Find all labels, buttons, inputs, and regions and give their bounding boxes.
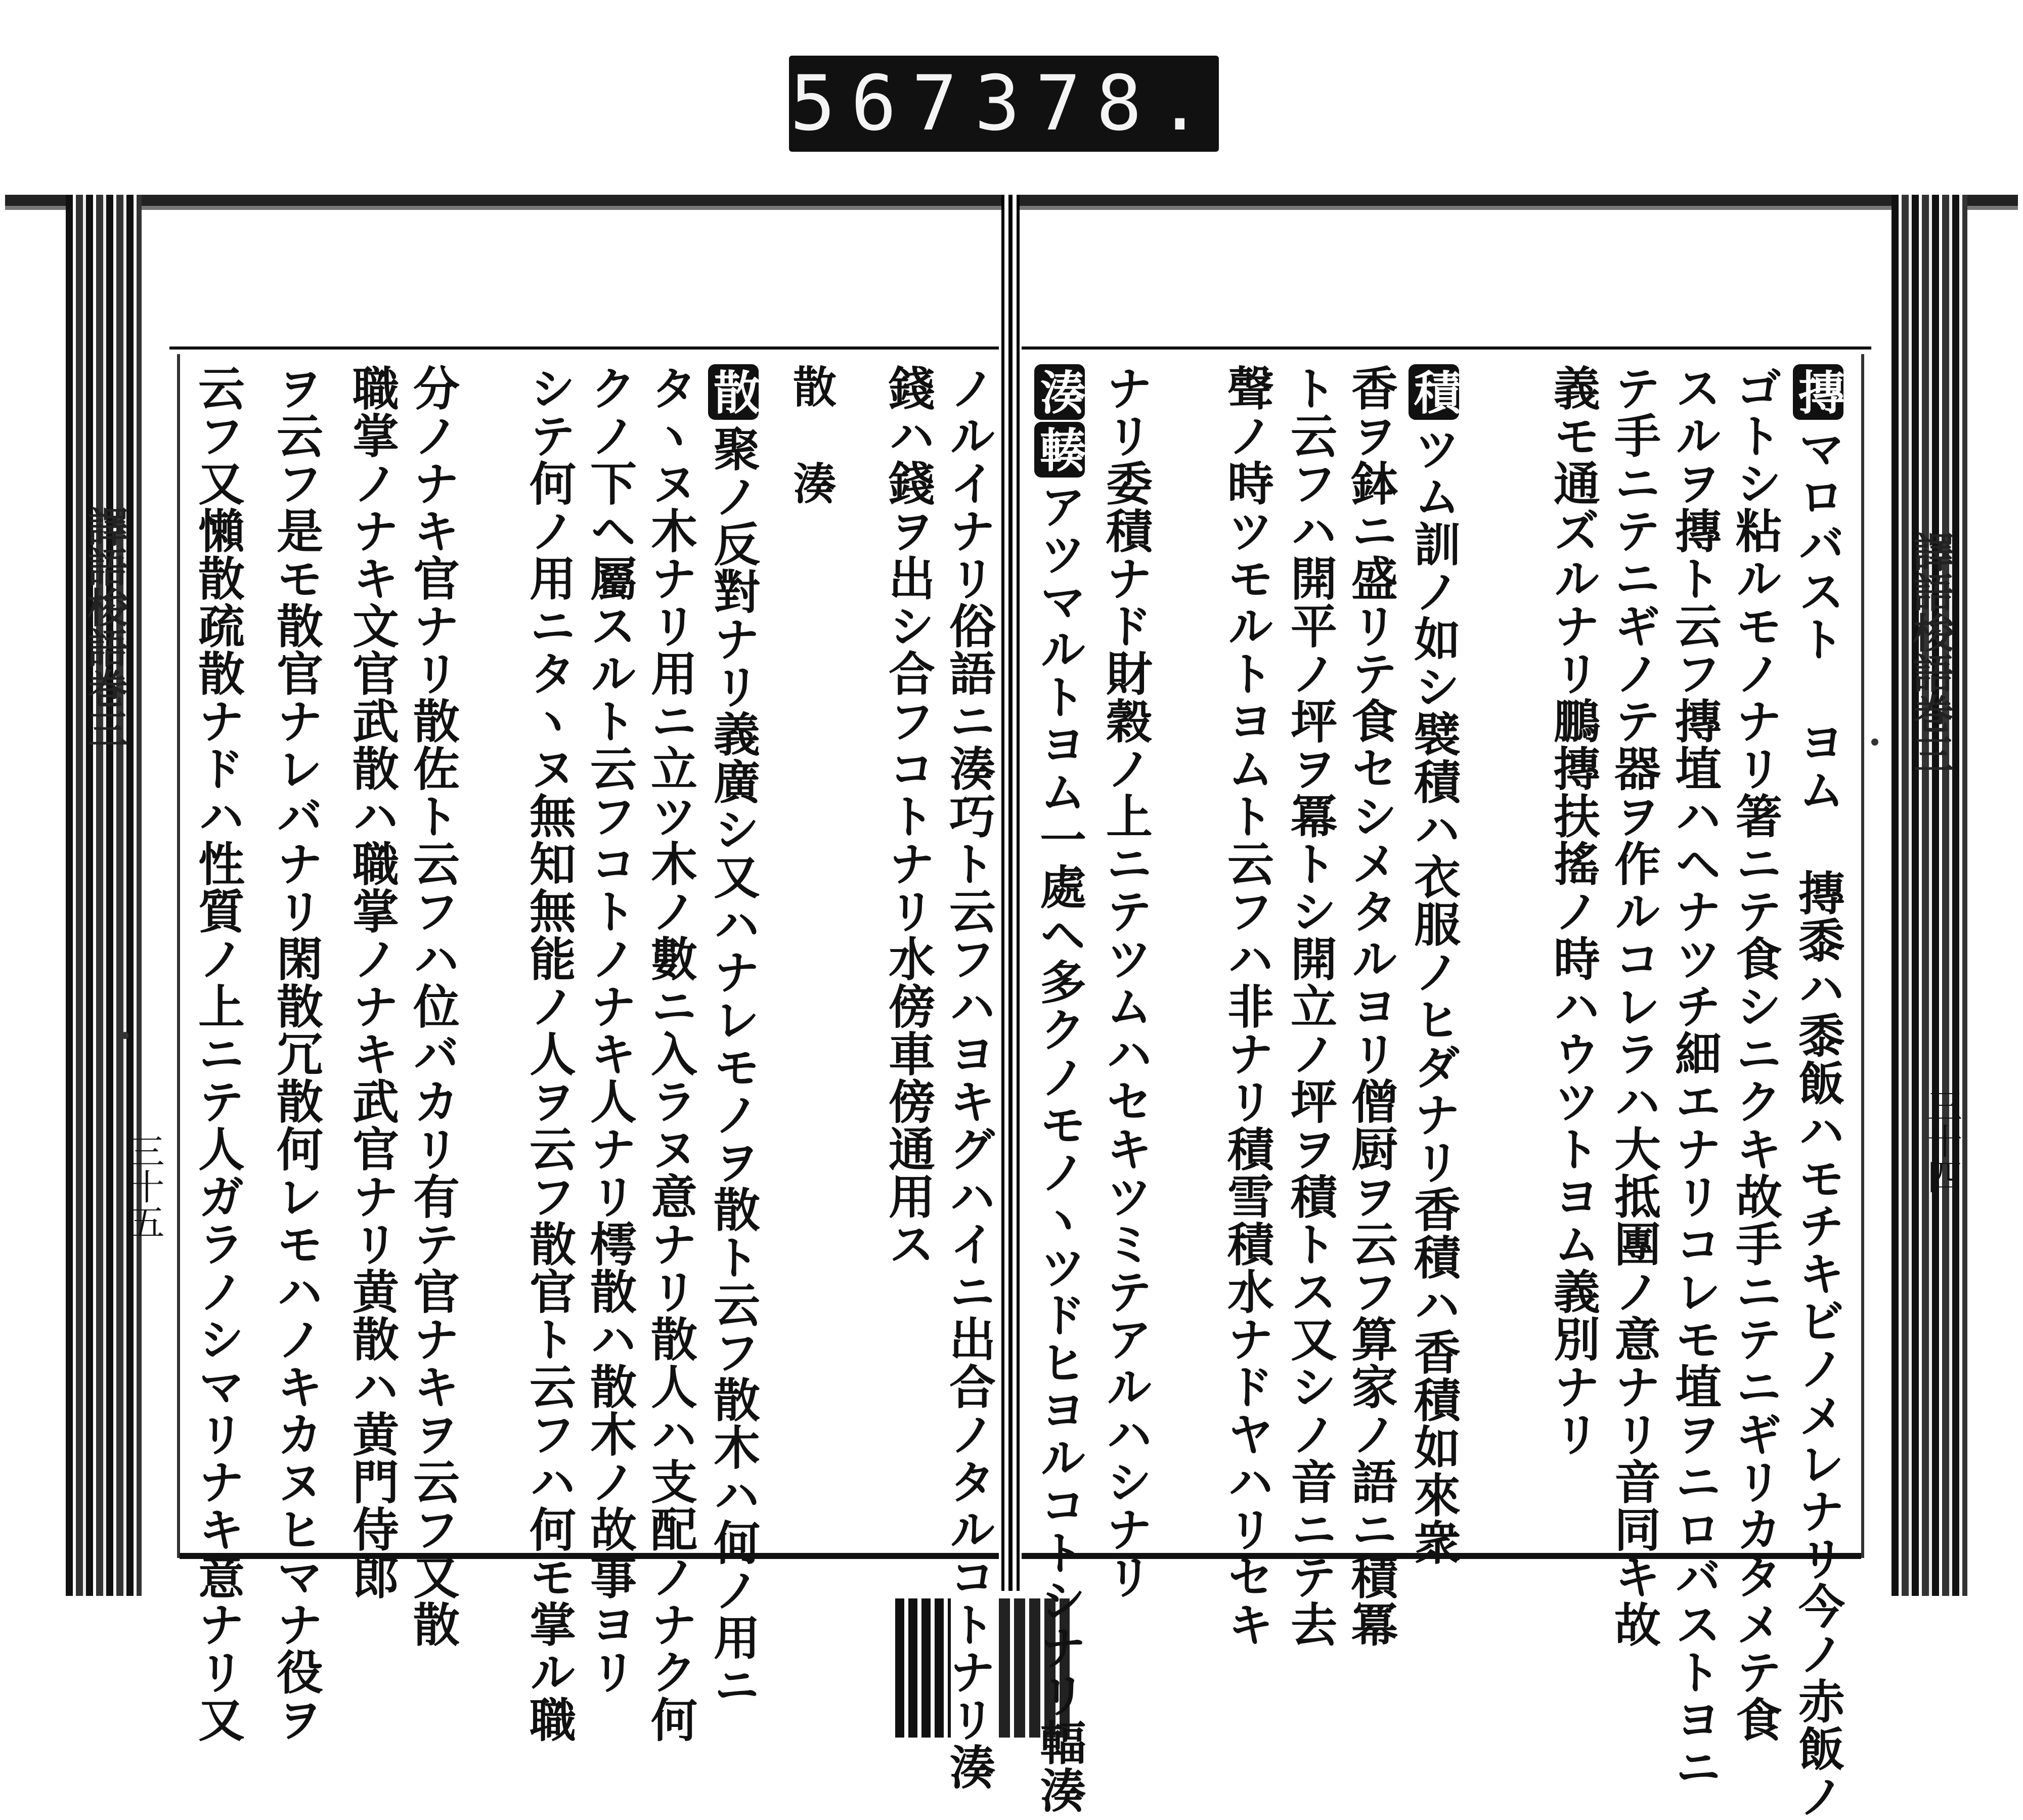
book-spine [1001, 195, 1020, 1591]
headword: 輳 [1034, 422, 1085, 478]
text-column: 積ツム訓ノ如シ襞積ハ衣服ノヒダナリ香積ハ香積如來衆 [1409, 364, 1459, 1548]
text-column: ナリ委積ナド財穀ノ上ニテツムハセキツミテアルハシナリ [1098, 364, 1153, 1600]
text-column: 摶マロバスト ヨム 摶黍ハ黍飯ハモチキビノメレナリ今ノ赤飯ノ [1793, 364, 1843, 1548]
archive-stamp [789, 56, 1219, 152]
right-folio: 三十四 [1921, 1088, 1963, 1194]
right-page-inner-rule [1861, 354, 1864, 1558]
text-column: スルヲ摶ト云フ摶埴ハヘナツチ細エナリコレモ埴ヲニロバストヨニ [1667, 364, 1722, 1791]
headword: 摶 [1793, 364, 1843, 420]
text-column: 香ヲ鉢ニ盛リテ食セシメタルヨリ僧厨ヲ云フ算家ノ語ニ積冪 [1344, 364, 1398, 1648]
headword: 積 [1409, 364, 1459, 420]
text-column: テ手ニテニギノテ器ヲ作ルコレラハ大抵團ノ意ナリ音同キ故 [1607, 364, 1661, 1648]
text-column: 湊輳アツマルトヨム一處ヘ多クノモノヽツドヒヨルコトシナリ輻湊 [1034, 364, 1085, 1548]
right-margin-title: 譯語梭語巻三 [1902, 531, 1960, 774]
text-column: 職掌ノナキ文官武散ハ職掌ノナキ武官ナリ黄散ハ黄門侍郎 [345, 364, 400, 1600]
text-column: ト云フハ開平ノ坪ヲ冪トシ開立ノ坪ヲ積トス又シノ音ニテ去 [1283, 364, 1338, 1648]
right-book-edge [1892, 195, 1967, 1596]
left-folio: 三十五 [123, 1133, 165, 1239]
left-margin-title: 譯語梭語巻三 [76, 506, 134, 749]
text-column: クノ下ヘ屬スルト云フコトノナキ人ナリ樗散ハ散木ノ故事ヨリ [583, 364, 637, 1696]
text-column: タヽヌ木ナリ用ニ立ツ木ノ數ニ入ラヌ意ナリ散人ハ支配ノナク何 [643, 364, 698, 1743]
text-column: ノルイナリ俗語ニ湊巧ト云フハヨキグハイニ出合ノタルコトナリ湊 [942, 364, 996, 1791]
binding-hole [121, 1032, 128, 1039]
stamp-left-number: 567 [789, 60, 973, 148]
headword: 湊 [1034, 364, 1085, 420]
text-column: 散聚ノ反對ナリ義廣シ又ハナレモノヲ散ト云フ散木ハ何ノ用ニ [708, 364, 759, 1548]
text-column: 散 湊 [785, 364, 837, 505]
headword: 散 [708, 364, 759, 420]
text-column: ヲ云フ是モ散官ナレバナリ閑散冗散何レモハノキカヌヒマナ役ヲ [269, 364, 324, 1743]
stamp-right-number: 378. [974, 60, 1218, 148]
text-column: ゴトシ粘ルモノナリ箸ニテ食シニクキ故手ニテニギリカタメテ食 [1728, 364, 1783, 1743]
text-column: 錢ハ錢ヲ出シ合フコトナリ水傍車傍通用ス [881, 364, 936, 1268]
binding-hole [1871, 739, 1878, 746]
text-column: 云フ又懶散疏散ナドハ性質ノ上ニテ人ガラノシマリナキ意ナリ又 [191, 364, 245, 1743]
left-page-inner-rule [177, 354, 180, 1558]
text-column: 義モ通ズルナリ鵬摶扶搖ノ時ハウツトヨム義別ナリ [1546, 364, 1601, 1458]
text-column: 聲ノ時ツモルトヨムト云フハ非ナリ積雪積水ナドヤハリセキ [1220, 364, 1274, 1648]
text-column: シテ何ノ用ニタヽヌ無知無能ノ人ヲ云フ散官ト云フハ何モ掌ル職 [522, 364, 577, 1743]
left-book-edge [66, 195, 142, 1596]
text-column: 分ノナキ官ナリ散佐ト云フハ位バカリ有テ官ナキヲ云フ又散 [406, 364, 460, 1648]
